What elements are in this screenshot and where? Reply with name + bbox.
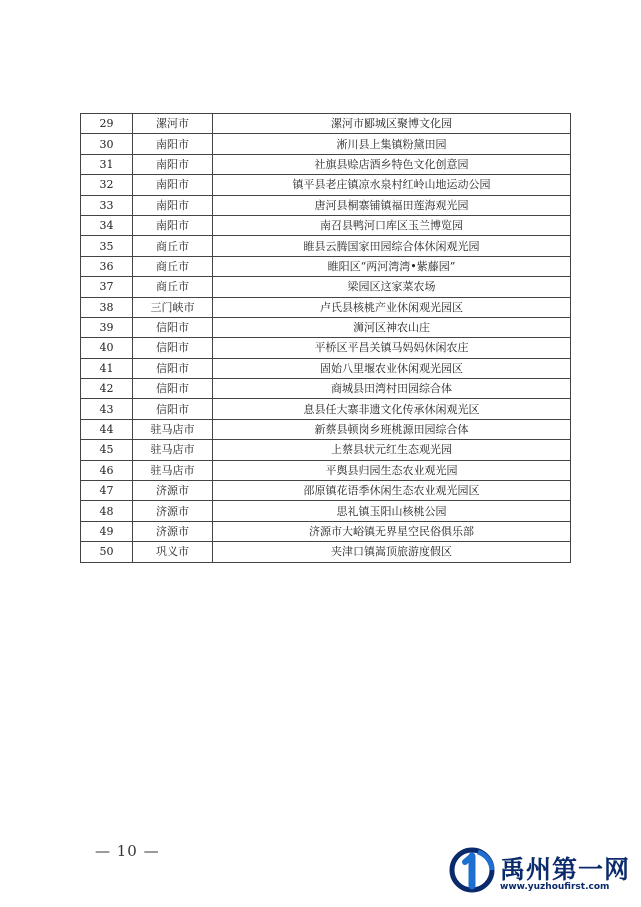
row-city: 商丘市	[133, 256, 213, 276]
row-city: 驻马店市	[133, 419, 213, 439]
table-row	[81, 440, 571, 460]
row-number: 48	[81, 501, 133, 521]
row-city: 驻马店市	[133, 460, 213, 480]
table-row	[81, 256, 571, 276]
row-park-name: 睢阳区“两河湾湾•紫藤园”	[213, 256, 571, 276]
row-park-name: 邵原镇花语季休闲生态农业观光园区	[213, 481, 571, 501]
row-number: 30	[81, 134, 133, 154]
row-city: 商丘市	[133, 277, 213, 297]
row-number: 41	[81, 358, 133, 378]
table-row	[81, 399, 571, 419]
row-park-name: 息县任大寨非遗文化传承休闲观光区	[213, 399, 571, 419]
row-park-name: 新蔡县顿岗乡班桃源田园综合体	[213, 419, 571, 439]
map-pin-1-icon	[448, 846, 496, 894]
row-city: 信阳市	[133, 358, 213, 378]
table-body	[81, 114, 571, 563]
row-number: 49	[81, 521, 133, 541]
row-number: 40	[81, 338, 133, 358]
table-row	[81, 195, 571, 215]
row-park-name: 固始八里堰农业休闲观光园区	[213, 358, 571, 378]
table-row	[81, 542, 571, 562]
table-row	[81, 114, 571, 134]
row-number: 45	[81, 440, 133, 460]
row-park-name: 济源市大峪镇无界星空民俗俱乐部	[213, 521, 571, 541]
row-park-name: 平桥区平昌关镇马妈妈休闲农庄	[213, 338, 571, 358]
row-city: 南阳市	[133, 134, 213, 154]
parks-table	[80, 113, 571, 563]
table-row	[81, 481, 571, 501]
row-city: 济源市	[133, 501, 213, 521]
row-park-name: 社旗县赊店酒乡特色文化创意园	[213, 154, 571, 174]
row-number: 50	[81, 542, 133, 562]
row-city: 信阳市	[133, 317, 213, 337]
row-city: 信阳市	[133, 379, 213, 399]
row-city: 信阳市	[133, 338, 213, 358]
row-city: 驻马店市	[133, 440, 213, 460]
row-park-name: 思礼镇玉阳山核桃公园	[213, 501, 571, 521]
row-number: 29	[81, 114, 133, 134]
row-park-name: 浉河区神农山庄	[213, 317, 571, 337]
row-city: 济源市	[133, 521, 213, 541]
table-row	[81, 175, 571, 195]
table-row	[81, 501, 571, 521]
table-row	[81, 460, 571, 480]
row-city: 漯河市	[133, 114, 213, 134]
row-park-name: 梁园区这家菜农场	[213, 277, 571, 297]
table-row	[81, 236, 571, 256]
table-row	[81, 154, 571, 174]
row-city: 商丘市	[133, 236, 213, 256]
row-park-name: 镇平县老庄镇凉水泉村红岭山地运动公园	[213, 175, 571, 195]
row-number: 39	[81, 317, 133, 337]
row-number: 32	[81, 175, 133, 195]
row-number: 47	[81, 481, 133, 501]
row-number: 35	[81, 236, 133, 256]
row-city: 南阳市	[133, 195, 213, 215]
table-row	[81, 134, 571, 154]
row-city: 信阳市	[133, 399, 213, 419]
table-row	[81, 277, 571, 297]
row-number: 42	[81, 379, 133, 399]
row-park-name: 夹津口镇嵩顶旅游度假区	[213, 542, 571, 562]
watermark-url: www.yuzhoufirst.com	[500, 882, 610, 892]
page-number: — 10 —	[95, 842, 160, 860]
row-park-name: 淅川县上集镇粉黛田园	[213, 134, 571, 154]
table-row	[81, 521, 571, 541]
table-row	[81, 338, 571, 358]
row-city: 南阳市	[133, 154, 213, 174]
row-park-name: 卢氏县核桃产业休闲观光园区	[213, 297, 571, 317]
row-number: 31	[81, 154, 133, 174]
row-number: 46	[81, 460, 133, 480]
row-number: 34	[81, 215, 133, 235]
table-row	[81, 419, 571, 439]
row-number: 37	[81, 277, 133, 297]
row-city: 南阳市	[133, 215, 213, 235]
row-city: 济源市	[133, 481, 213, 501]
row-city: 巩义市	[133, 542, 213, 562]
row-number: 36	[81, 256, 133, 276]
row-park-name: 商城县田湾村田园综合体	[213, 379, 571, 399]
row-park-name: 漯河市郾城区聚博文化园	[213, 114, 571, 134]
row-number: 44	[81, 419, 133, 439]
row-park-name: 唐河县桐寨铺镇福田莲海观光园	[213, 195, 571, 215]
table-row	[81, 317, 571, 337]
row-number: 43	[81, 399, 133, 419]
watermark-logo	[448, 846, 634, 900]
row-city: 三门峡市	[133, 297, 213, 317]
row-city: 南阳市	[133, 175, 213, 195]
row-park-name: 上蔡县状元红生态观光园	[213, 440, 571, 460]
table-row	[81, 215, 571, 235]
row-number: 38	[81, 297, 133, 317]
row-park-name: 南召县鸭河口库区玉兰博览园	[213, 215, 571, 235]
table-row	[81, 358, 571, 378]
row-park-name: 睢县云腾国家田园综合体休闲观光园	[213, 236, 571, 256]
watermark-brand: 禹州第一网	[500, 855, 631, 884]
table-row	[81, 379, 571, 399]
row-park-name: 平舆县归园生态农业观光园	[213, 460, 571, 480]
row-number: 33	[81, 195, 133, 215]
table-row	[81, 297, 571, 317]
